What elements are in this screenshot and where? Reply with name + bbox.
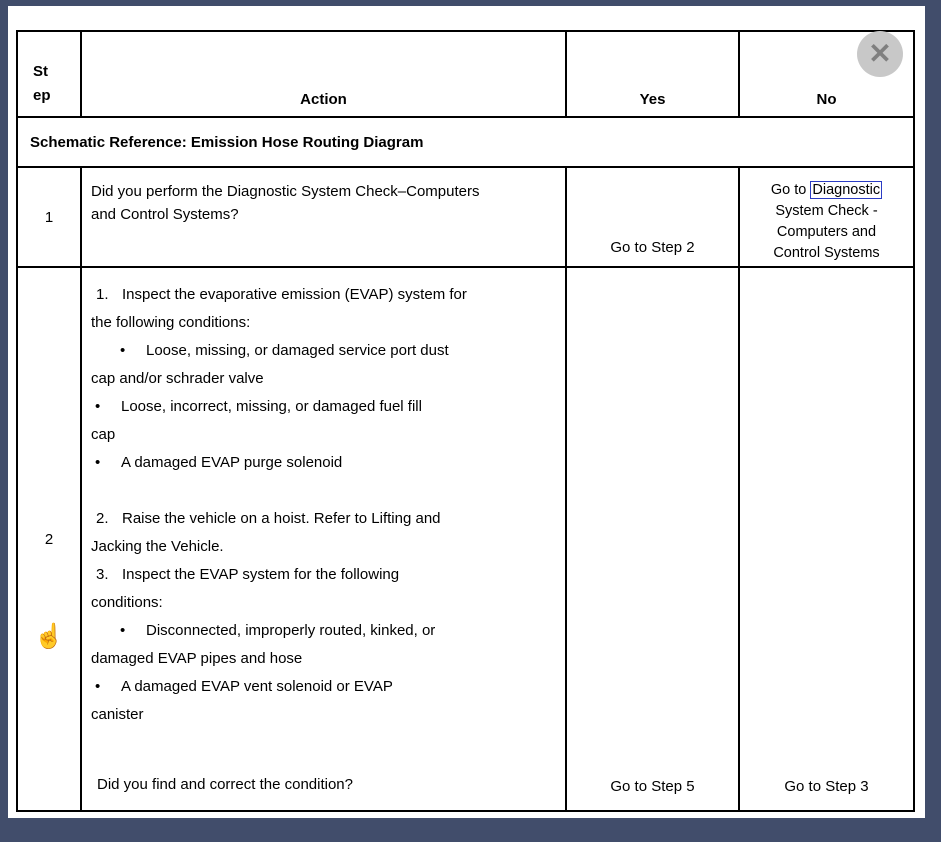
action-line: cap bbox=[91, 426, 116, 443]
action-line: • Loose, missing, or damaged service port dust bbox=[91, 337, 555, 365]
action-line: • A damaged EVAP vent solenoid or EVAP bbox=[91, 673, 555, 701]
table-row bbox=[17, 267, 914, 811]
action-line: • A damaged EVAP purge solenoid bbox=[91, 449, 555, 477]
schematic-reference: Schematic Reference: Emission Hose Routing Diagram bbox=[17, 117, 914, 167]
header-no: No bbox=[739, 31, 914, 117]
list-marker: • bbox=[95, 398, 101, 415]
header-action: Action bbox=[81, 31, 566, 117]
list-marker: • bbox=[95, 454, 101, 471]
diagnostic-link[interactable]: Diagnostic bbox=[812, 182, 881, 198]
action-line: damaged EVAP pipes and hose bbox=[91, 650, 303, 667]
table-row bbox=[17, 167, 914, 267]
step-number: 2 bbox=[17, 267, 81, 811]
action-line: conditions: bbox=[91, 594, 163, 611]
list-marker: 1. bbox=[96, 286, 109, 303]
list-marker: 2. bbox=[96, 510, 109, 527]
blank-line bbox=[91, 477, 555, 505]
close-icon: ✕ bbox=[868, 38, 892, 69]
list-marker: • bbox=[95, 678, 101, 695]
step-number: 1 bbox=[17, 167, 81, 267]
close-button[interactable] bbox=[857, 31, 903, 77]
action-line: • Loose, incorrect, missing, or damaged fuel fill bbox=[91, 393, 555, 421]
table-header-row bbox=[17, 31, 914, 117]
yes-cell: Go to Step 5 bbox=[566, 267, 739, 811]
action-line: 2. Raise the vehicle on a hoist. Refer to Lifting and bbox=[91, 505, 555, 533]
action-line: canister bbox=[91, 706, 144, 723]
no-text-prefix: Go to bbox=[770, 182, 811, 198]
action-line: the following conditions: bbox=[91, 314, 251, 331]
action-question: Did you find and correct the condition? bbox=[97, 776, 353, 793]
yes-cell: Go to Step 2 bbox=[566, 167, 739, 267]
header-step bbox=[17, 31, 81, 117]
action-line: 1. Inspect the evaporative emission (EVAP) system for bbox=[91, 281, 555, 309]
no-text bbox=[765, 180, 889, 264]
action-cell bbox=[81, 167, 566, 267]
no-cell: Go to Step 3 bbox=[739, 267, 914, 811]
action-line: 3. Inspect the EVAP system for the following bbox=[91, 561, 555, 589]
schematic-reference-row bbox=[17, 117, 914, 167]
action-text: Did you perform the Diagnostic System Check–Computers and Control Systems? bbox=[91, 183, 480, 223]
document-page bbox=[8, 6, 925, 818]
header-step-line2: ep bbox=[33, 87, 51, 104]
action-line: Jacking the Vehicle. bbox=[91, 538, 224, 555]
hand-cursor-icon: ☝ bbox=[34, 623, 64, 650]
list-marker: 3. bbox=[96, 566, 109, 583]
list-marker: • bbox=[120, 342, 126, 359]
diagnostic-table bbox=[16, 30, 915, 812]
action-cell bbox=[81, 267, 566, 811]
no-cell bbox=[739, 167, 914, 267]
action-list bbox=[91, 281, 555, 795]
no-text-rest: System Check - Computers and Control Systems bbox=[773, 203, 880, 261]
list-marker: • bbox=[120, 622, 126, 639]
action-line: cap and/or schrader valve bbox=[91, 370, 264, 387]
action-line: • Disconnected, improperly routed, kinked, or bbox=[91, 617, 555, 645]
header-step-line1: St bbox=[33, 63, 48, 80]
header-yes: Yes bbox=[566, 31, 739, 117]
